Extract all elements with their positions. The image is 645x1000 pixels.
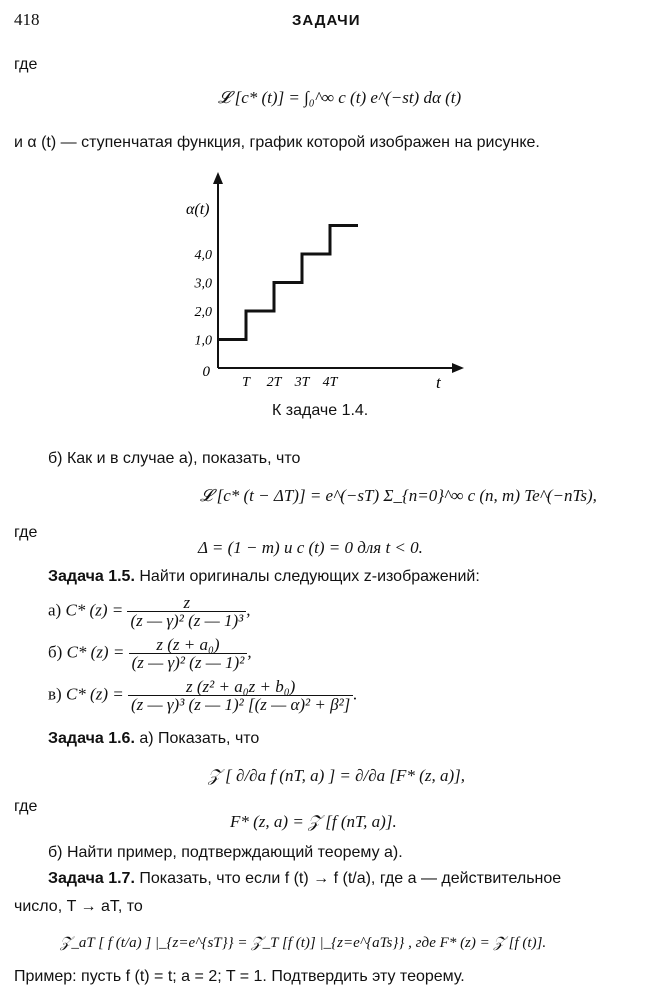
y-axis-label: α(t) [186,201,210,218]
task-1-5-c-label: в) [48,684,62,704]
task-1-7-title: Задача 1.7. [48,870,135,887]
task-1-5-a-numerator: z [127,594,246,612]
task-1-5-a [48,594,250,629]
task-1-7-line [48,870,561,888]
task-1-7-text1: Показать, что если f (t) → f (t/a), где a — действительное [139,870,562,887]
x-tick-label: 4T [322,375,338,390]
task-1-5-b-lhs: C* (z) = [66,642,125,662]
task-1-6-line [48,730,259,748]
x-tick-label: 2T [266,375,282,390]
x-tick-label: 3T [294,375,310,390]
task-1-5-a-end: , [246,600,251,620]
task-1-5-line [48,568,480,586]
where-label-2: где [14,524,38,541]
equation-delta: Δ = (1 − m) и c (t) = 0 для t < 0. [198,538,423,557]
origin-label: 0 [202,364,210,380]
task-1-5-a-denominator: (z — γ)² (z — 1)³ [130,611,244,630]
equation-z-derivative: 𝒵 [ ∂/∂a f (nT, a) ] = ∂/∂a [F* (z, a)], [208,766,465,785]
where-label-3: где [14,798,38,815]
task-1-5-b-numerator: z (z + a₀) [129,636,248,654]
y-tick-label: 3,0 [194,276,212,292]
part-b-intro: б) Как и в случае а), показать, что [48,450,301,467]
equation-laplace: 𝓛 [c* (t)] = ∫₀^∞ c (t) e^(−st) dα (t) [218,88,462,107]
where-label-1: где [14,56,38,73]
task-1-5-b-denominator: (z — γ)² (z — 1)² [131,653,245,672]
task-1-7-text2: число, T → aT, то [14,898,143,915]
equation-F-star: F* (z, a) = 𝒵 [f (nT, a)]. [230,812,397,831]
example-text: Пример: пусть f (t) = t; a = 2; T = 1. Подтвердить эту теорему. [14,968,465,985]
task-1-5-b-end: , [247,642,252,662]
figure-caption: К задаче 1.4. [272,402,369,419]
step-line [218,226,358,340]
y-tick-label: 4,0 [194,248,212,263]
figure-plot [186,172,464,392]
task-1-5-b-fraction [129,636,248,671]
task-1-6-text: а) Показать, что [139,730,260,747]
task-1-6-part-b: б) Найти пример, подтверждающий теорему а). [48,844,403,861]
task-1-5-a-lhs: C* (z) = [65,600,124,620]
task-1-5-c [48,678,358,713]
task-1-6-title: Задача 1.6. [48,730,135,747]
task-1-5-a-fraction [127,594,246,629]
y-axis-arrow [213,172,223,184]
task-1-5-c-end: . [353,684,358,704]
running-title: ЗАДАЧИ [292,12,361,29]
task-1-5-text: Найти оригиналы следующих z-изображений: [139,568,480,585]
x-axis-arrow [452,363,464,373]
equation-scaling: 𝒵_aT [ f (t/a) ] |_{z=e^{sT}} = 𝒵_T [f (t)] |_{z=e^{aTs}} , где F* (z) = 𝒵 [f (t)]. [60,935,547,951]
task-1-5-c-fraction [128,678,353,713]
task-1-5-c-denominator: (z — γ)³ (z — 1)² [(z — α)² + β²] [130,695,351,714]
task-1-5-c-numerator: z (z² + a₀z + b₀) [128,678,353,696]
step-function-figure [180,168,470,398]
task-1-5-title: Задача 1.5. [48,568,135,585]
y-tick-label: 2,0 [194,305,212,320]
task-1-5-b-label: б) [48,642,63,662]
task-1-5-a-label: а) [48,600,62,620]
step-function-text: и α (t) — ступенчатая функция, график которой изображен на рисунке. [14,134,540,151]
y-tick-label: 1,0 [194,333,212,349]
page-number: 418 [14,10,40,29]
x-axis-label: t [436,373,441,392]
x-tick-label: T [242,375,250,390]
task-1-5-c-lhs: C* (z) = [65,684,124,704]
equation-delayed: 𝓛 [c* (t − ΔT)] = e^(−sT) Σ_{n=0}^∞ c (n, m) Te^(−nTs), [200,486,597,505]
task-1-5-b [48,636,252,671]
